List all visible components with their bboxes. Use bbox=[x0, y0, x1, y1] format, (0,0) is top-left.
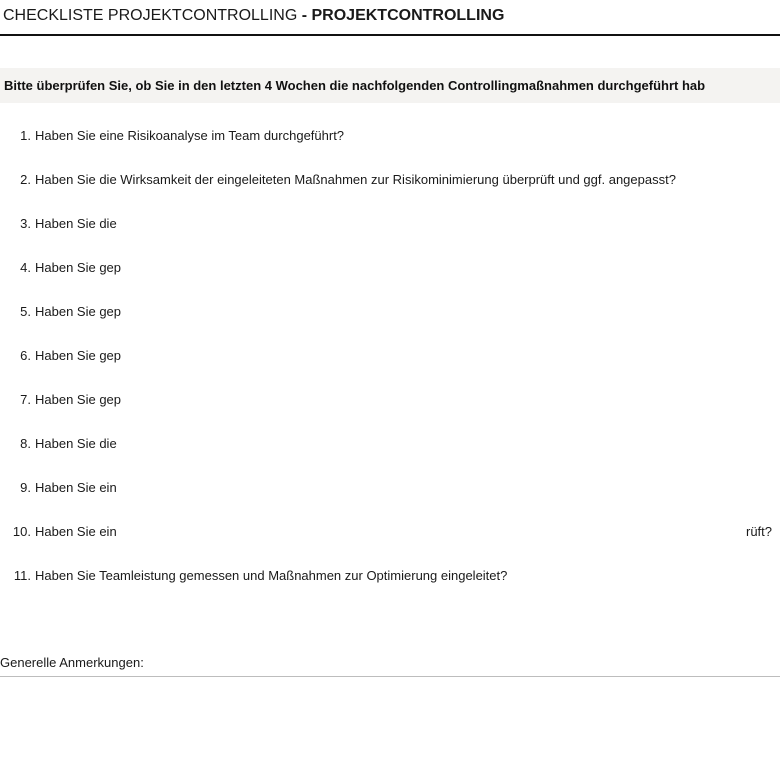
question-item bbox=[0, 474, 780, 518]
question-item bbox=[0, 518, 780, 562]
question-text: Haben Sie gep bbox=[35, 392, 122, 407]
question-text: Haben Sie eine Risikoanalyse im Team durchgeführt? bbox=[35, 128, 345, 143]
instruction-bar bbox=[0, 68, 780, 103]
question-text: Haben Sie die bbox=[35, 216, 117, 231]
question-item bbox=[0, 210, 780, 254]
question-item bbox=[0, 342, 780, 386]
question-item bbox=[0, 430, 780, 474]
question-text: Haben Sie gep bbox=[35, 348, 122, 363]
remarks-label: Generelle Anmerkungen: bbox=[0, 655, 144, 670]
question-list bbox=[0, 122, 780, 606]
page-header bbox=[0, 0, 780, 36]
question-text-tail: rüft? bbox=[745, 524, 772, 539]
question-text: Haben Sie die Wirksamkeit der eingeleiteten Maßnahmen zur Risikominimierung überprüft und ggf. angepasst? bbox=[35, 172, 676, 187]
page-title bbox=[3, 7, 504, 25]
question-text: Haben Sie gep bbox=[35, 304, 122, 319]
question-text: Haben Sie gep bbox=[35, 260, 122, 275]
question-number: 7. bbox=[20, 392, 31, 407]
question-number: 11. bbox=[13, 568, 31, 583]
remarks-field[interactable] bbox=[0, 676, 780, 677]
question-item bbox=[0, 254, 780, 298]
question-number: 5. bbox=[20, 304, 31, 319]
question-text: Haben Sie ein bbox=[35, 524, 117, 539]
question-number: 2. bbox=[20, 172, 31, 187]
question-number: 9. bbox=[20, 480, 31, 495]
question-item bbox=[0, 386, 780, 430]
question-number: 10. bbox=[12, 524, 31, 539]
question-number: 1. bbox=[20, 128, 31, 143]
question-text: Haben Sie die bbox=[35, 436, 117, 451]
question-text: Haben Sie ein bbox=[35, 480, 117, 495]
question-number: 6. bbox=[20, 348, 31, 363]
question-number: 8. bbox=[20, 436, 31, 451]
title-section: - PROJEKTCONTROLLING bbox=[297, 7, 505, 24]
question-item bbox=[0, 562, 780, 606]
question-item bbox=[0, 166, 780, 210]
instruction-text: Bitte überprüfen Sie, ob Sie in den letzten 4 Wochen die nachfolgenden Controllingmaßnahmen durchgeführt hab bbox=[4, 78, 706, 93]
question-number: 4. bbox=[20, 260, 31, 275]
question-item bbox=[0, 122, 780, 166]
question-item bbox=[0, 298, 780, 342]
question-text: Haben Sie Teamleistung gemessen und Maßnahmen zur Optimierung eingeleitet? bbox=[35, 568, 508, 583]
question-number: 3. bbox=[20, 216, 31, 231]
title-main: CHECKLISTE PROJEKTCONTROLLING bbox=[3, 7, 298, 24]
